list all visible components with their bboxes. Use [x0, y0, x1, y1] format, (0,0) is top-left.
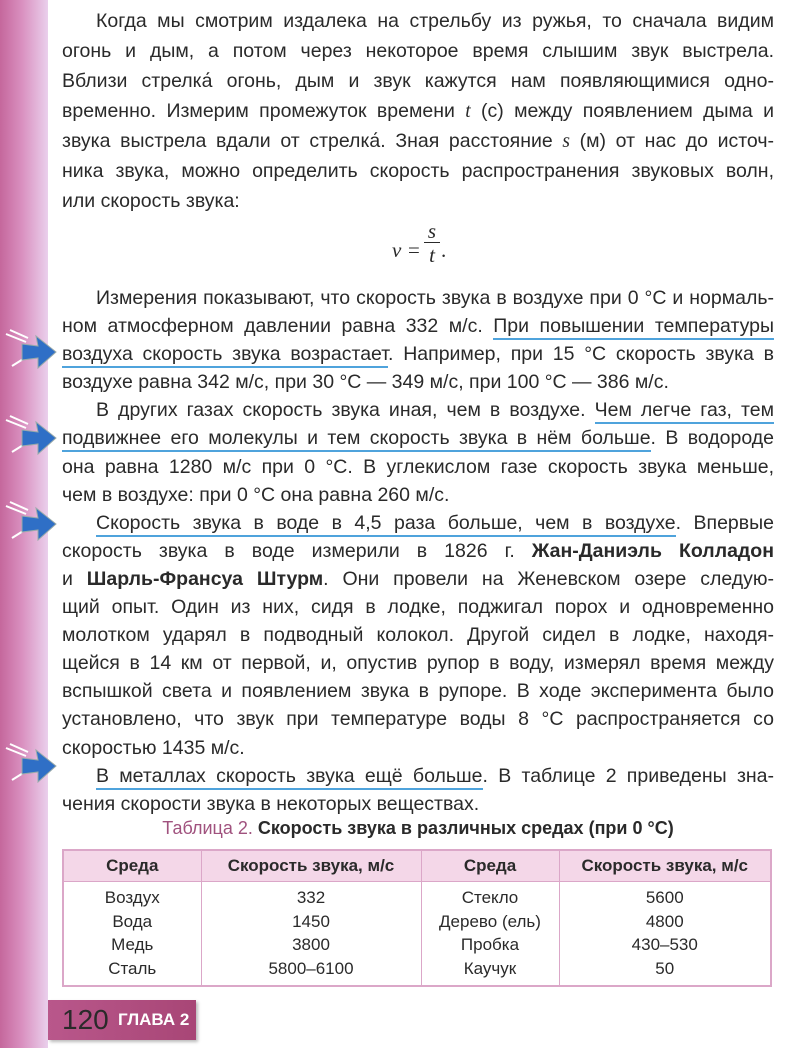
underlined-key-statement: Скорость звука в воде в 4,5 раза больше, чем в воздухе: [96, 512, 676, 537]
speed-cell: 5800–6100: [201, 957, 421, 987]
text-segment: молотком ударял в подводный колокол. Другой сидел в лодке, находя-: [62, 624, 774, 647]
text-segment: щий опыт. Один из них, сидя в лодке, поджигал порох и одновременно: [62, 596, 774, 619]
text-segment: . Например, при 15 °С скорость звука в: [388, 343, 775, 366]
body-text: [62, 6, 774, 818]
medium-cell: Вода: [63, 910, 201, 934]
text-line: [62, 6, 774, 36]
text-segment: . В таблице 2 приведены зна-: [482, 764, 774, 787]
text-line: [62, 284, 774, 312]
text-line: [62, 593, 774, 621]
text-line: [62, 453, 774, 481]
text-segment: звука выстрела вдали от стрелка́. Зная расстояние: [62, 130, 563, 152]
text-segment: (м) от нас до источ-: [569, 130, 774, 152]
arrow-marker-icon: [4, 742, 60, 786]
sound-speed-table: [62, 849, 772, 987]
text-segment: (с) между появлением дыма и: [470, 100, 774, 122]
text-line: [62, 537, 774, 565]
medium-cell: Стекло: [421, 882, 559, 910]
text-segment: установлено, что звук при температуре воды 8 °С распространяется со: [62, 708, 774, 731]
text-segment: Когда мы смотрим издалека на стрельбу из ружья, то сначала видим: [96, 10, 774, 32]
text-segment: . Они провели на Женевском озере следую-: [323, 567, 774, 590]
arrow-marker-icon: [4, 328, 60, 372]
text-segment: или скорость звука:: [62, 190, 240, 212]
text-segment: она равна 1280 м/с при 0 °С. В углекислом газе скорость звука меньше,: [62, 455, 774, 478]
bold-name: Жан-Даниэль Колладон: [531, 539, 774, 562]
table-row: [63, 933, 771, 957]
formula-dot: .: [441, 238, 447, 262]
variable-symbol: t: [465, 101, 471, 122]
column-header: Среда: [421, 850, 559, 882]
text-segment: . В водороде: [650, 427, 774, 450]
text-segment: щейся в 14 км от первой, и, опустив рупор в воду, измерял время между: [62, 652, 774, 675]
medium-cell: Медь: [63, 933, 201, 957]
speed-cell: 50: [559, 957, 771, 987]
text-line: [62, 36, 774, 66]
text-line: [62, 705, 774, 733]
text-line: [62, 734, 774, 762]
medium-cell: Воздух: [63, 882, 201, 910]
text-segment: временно. Измерим промежуток времени: [62, 100, 466, 122]
text-segment: скорость звука в воде измерили в 1826 г.: [62, 539, 532, 562]
table-row: [63, 882, 771, 910]
speed-formula: [62, 216, 774, 284]
text-segment: и: [62, 567, 87, 590]
text-line: [62, 156, 774, 186]
column-header: Скорость звука, м/с: [201, 850, 421, 882]
speed-cell: 332: [201, 882, 421, 910]
text-segment: Вблизи стрелка́ огонь, дым и звук кажутся нам появляющимися одно-: [62, 70, 774, 92]
arrow-marker-icon: [4, 500, 60, 544]
table-caption-prefix: Таблица 2.: [162, 818, 253, 838]
paragraph: [62, 762, 774, 818]
page-number: 120: [62, 1004, 109, 1035]
speed-cell: 5600: [559, 882, 771, 910]
table-row: [63, 910, 771, 934]
text-segment: вспышкой света и появлением звука в рупоре. В ходе эксперимента было: [62, 680, 774, 703]
chapter-label: ГЛАВА 2: [118, 1010, 190, 1029]
formula-lhs: v =: [392, 238, 421, 262]
text-line: [62, 481, 774, 509]
table-row: [63, 957, 771, 987]
text-line: [62, 66, 774, 96]
paragraph: [62, 396, 774, 508]
speed-cell: 3800: [201, 933, 421, 957]
text-line: [62, 509, 774, 537]
underlined-key-statement: В металлах скорость звука ещё больше: [96, 765, 483, 790]
underlined-key-statement: воздуха скорость звука возрастает: [62, 343, 388, 368]
speed-cell: 430–530: [559, 933, 771, 957]
text-segment: В других газах скорость звука иная, чем в воздухе.: [96, 399, 595, 422]
text-line: [62, 186, 774, 216]
formula-denominator: t: [429, 243, 435, 267]
table-caption-title: Скорость звука в различных средах (при 0 °С): [257, 818, 674, 838]
text-segment: чем в воздухе: при 0 °С она равна 260 м/с.: [62, 483, 450, 506]
text-segment: скоростью 1435 м/с.: [62, 736, 245, 759]
text-line: [62, 126, 774, 156]
text-line: [62, 790, 774, 818]
speed-cell: 1450: [201, 910, 421, 934]
underlined-key-statement: Чем легче газ, тем: [595, 399, 774, 424]
text-segment: ном атмосферном давлении равна 332 м/с.: [62, 315, 494, 338]
paragraph: [62, 6, 774, 216]
text-line: [62, 621, 774, 649]
text-line: [62, 368, 774, 396]
text-segment: огонь и дым, а потом через некоторое время слышим звук выстрела.: [62, 40, 774, 62]
column-header: Скорость звука, м/с: [559, 850, 771, 882]
variable-symbol: s: [562, 131, 570, 152]
text-line: [62, 396, 774, 424]
text-line: [62, 96, 774, 126]
text-line: [62, 340, 774, 368]
text-line: [62, 762, 774, 790]
text-segment: . Впервые: [675, 511, 774, 534]
medium-cell: Каучук: [421, 957, 559, 987]
underlined-key-statement: подвижнее его молекулы и тем скорость звука в нём больше: [62, 427, 651, 452]
text-line: [62, 565, 774, 593]
column-header: Среда: [63, 850, 201, 882]
formula-numerator: s: [424, 220, 440, 243]
speed-cell: 4800: [559, 910, 771, 934]
page-footer: [48, 1000, 196, 1040]
paragraph: [62, 284, 774, 396]
text-segment: чения скорости звука в некоторых веществах.: [62, 792, 480, 815]
bold-name: Шарль-Франсуа Штурм: [86, 567, 324, 590]
medium-cell: Пробка: [421, 933, 559, 957]
text-line: [62, 677, 774, 705]
text-segment: ника звука, можно определить скорость распространения звуковых волн,: [62, 160, 774, 182]
text-segment: Измерения показывают, что скорость звука в воздухе при 0 °С и нормаль-: [96, 287, 774, 309]
text-line: [62, 424, 774, 452]
formula-fraction: [424, 220, 440, 267]
arrow-marker-icon: [4, 414, 60, 458]
text-segment: воздухе равна 342 м/с, при 30 °С — 349 м/с, при 100 °С — 386 м/с.: [62, 371, 669, 394]
text-line: [62, 312, 774, 340]
paragraph: [62, 509, 774, 762]
medium-cell: Дерево (ель): [421, 910, 559, 934]
underlined-key-statement: При повышении температуры: [493, 315, 774, 340]
medium-cell: Сталь: [63, 957, 201, 987]
table-caption: [62, 818, 774, 839]
table-header-row: [63, 850, 771, 882]
text-line: [62, 649, 774, 677]
